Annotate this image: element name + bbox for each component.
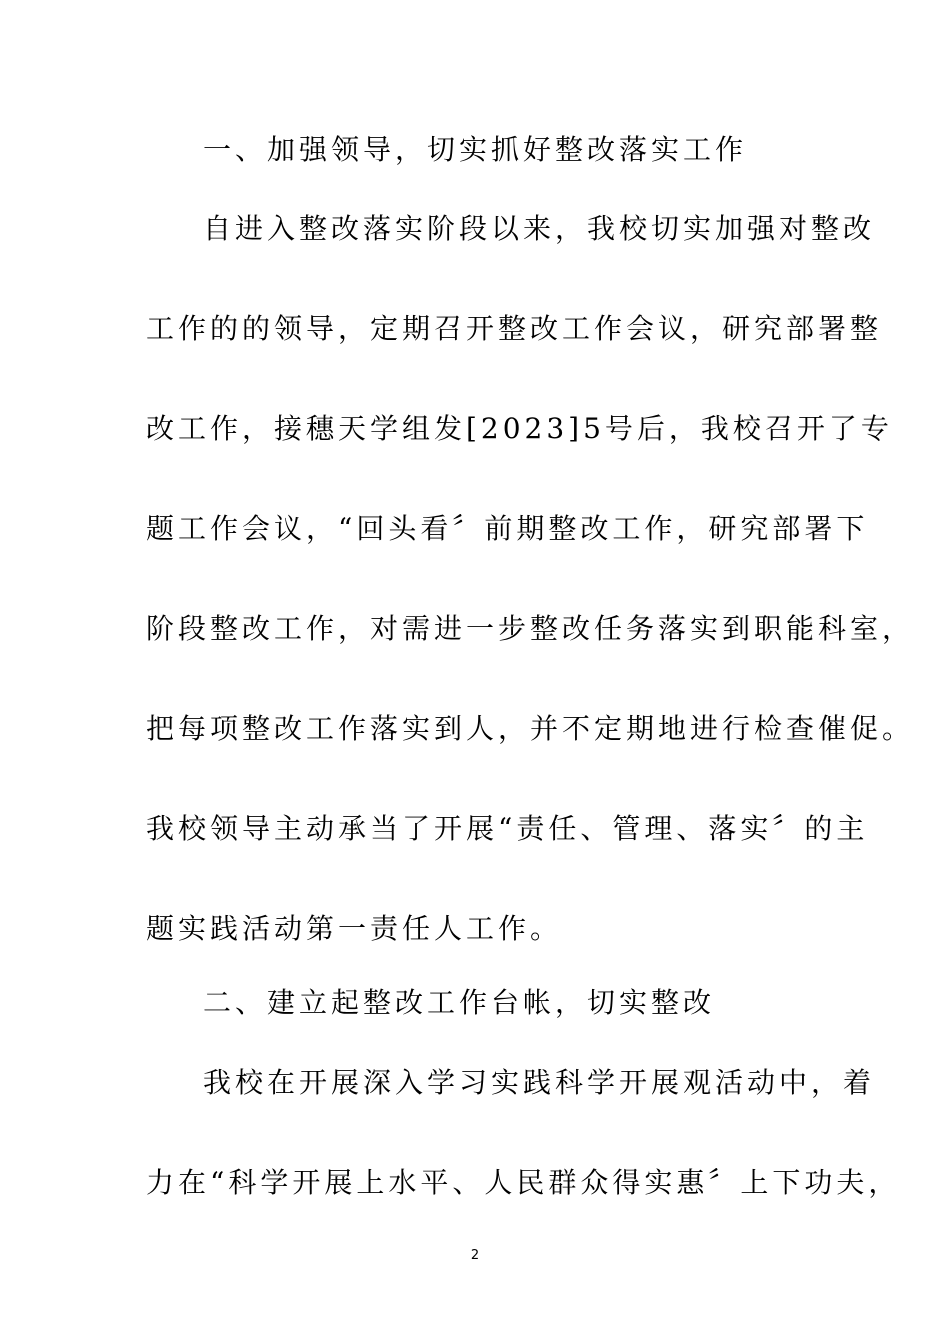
paragraph-1-line-7: 我校领导主动承当了开展“责任、管理、落实〞的主 [146,812,869,845]
paragraph-1-line-2: 工作的的领导，定期召开整改工作会议，研究部署整 [146,312,883,345]
paragraph-2-line-2: 力在“科学开展上水平、人民群众得实惠〞上下功夫， [146,1166,901,1199]
paragraph-1-line-3: 改工作，接穗天学组发[2023]5号后，我校召开了专 [146,412,893,445]
paragraph-2-line-1: 我校在开展深入学习实践科学开展观活动中，着 [203,1066,876,1099]
section-heading-2: 二、建立起整改工作台帐，切实整改 [203,986,716,1019]
page-number: 2 [470,1248,480,1263]
paragraph-1-line-5: 阶段整改工作，对需进一步整改任务落实到职能科室， [146,612,915,645]
paragraph-1-line-6: 把每项整改工作落实到人，并不定期地进行检查催促。 [146,712,915,745]
section-heading-1: 一、加强领导，切实抓好整改落实工作 [203,133,748,166]
paragraph-1-line-1: 自进入整改落实阶段以来，我校切实加强对整改 [203,212,876,245]
paragraph-1-line-8: 题实践活动第一责任人工作。 [146,912,563,945]
paragraph-1-line-4: 题工作会议，“回头看〞前期整改工作，研究部署下 [146,512,869,545]
